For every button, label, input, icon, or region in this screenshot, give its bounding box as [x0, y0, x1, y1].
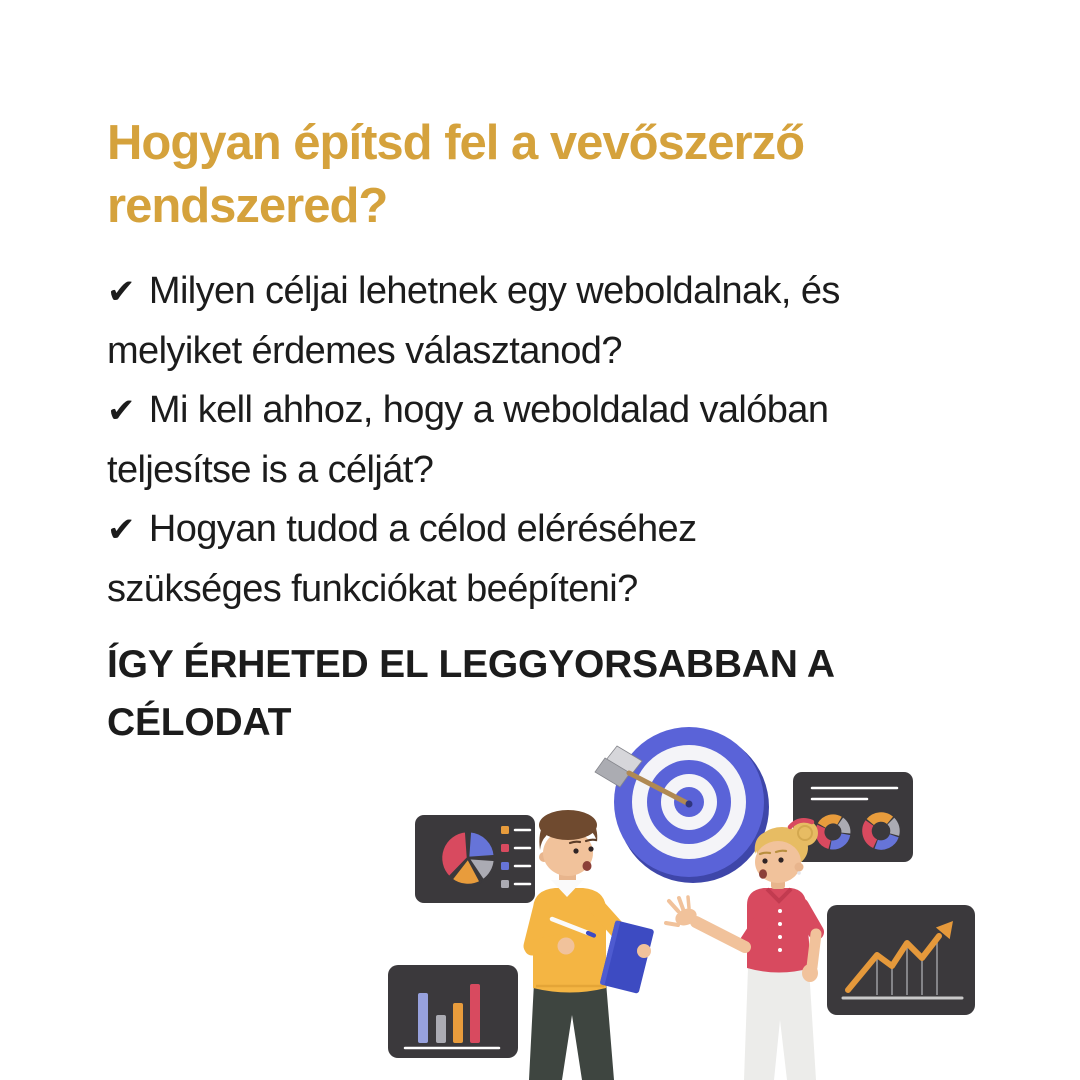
checklist-line — [107, 500, 840, 560]
man-mouth — [583, 861, 592, 871]
checklist-item — [107, 262, 840, 381]
bar-chart-panel — [388, 965, 518, 1058]
check-icon: ✔ — [107, 392, 135, 430]
growth-line-panel — [827, 905, 975, 1015]
page-title-line-2: rendszered? — [107, 179, 388, 233]
checklist-line — [107, 381, 840, 441]
checklist-text: Hogyan tudod a célod eléréséhez — [148, 508, 697, 550]
page-title-line-1: Hogyan építsd fel a vevőszerző — [107, 116, 805, 170]
man-pants — [529, 982, 614, 1080]
checklist-line — [107, 262, 840, 322]
checklist-text: Mi kell ahhoz, hogy a weboldalad valóban — [148, 389, 829, 431]
pie-chart-panel — [415, 815, 535, 903]
goal-illustration — [385, 720, 985, 1080]
dart-target — [595, 727, 769, 883]
subheading-line-1: ÍGY ÉRHETED EL LEGGYORSABBAN A — [107, 643, 835, 686]
checklist — [107, 262, 840, 619]
woman-hand-on-hip — [802, 964, 818, 982]
donut-chart-panel — [793, 772, 913, 862]
man-left-hand — [558, 938, 575, 955]
checklist-item — [107, 381, 840, 500]
checklist-line: szükséges funkciókat beépíteni? — [107, 568, 638, 610]
woman-pants — [744, 968, 816, 1080]
checklist-line: teljesítse is a célját? — [107, 449, 434, 491]
check-icon: ✔ — [107, 511, 135, 549]
man-right-hand — [637, 944, 651, 958]
woman-mouth — [759, 869, 767, 879]
page-title — [107, 112, 804, 238]
checklist-line: melyiket érdemes választanod? — [107, 330, 622, 372]
checklist-item — [107, 500, 840, 619]
check-icon: ✔ — [107, 273, 135, 311]
subheading-line-2: CÉLODAT — [107, 701, 292, 744]
earring — [797, 871, 801, 875]
checklist-text: Milyen céljai lehetnek egy weboldalnak, és — [148, 270, 840, 312]
